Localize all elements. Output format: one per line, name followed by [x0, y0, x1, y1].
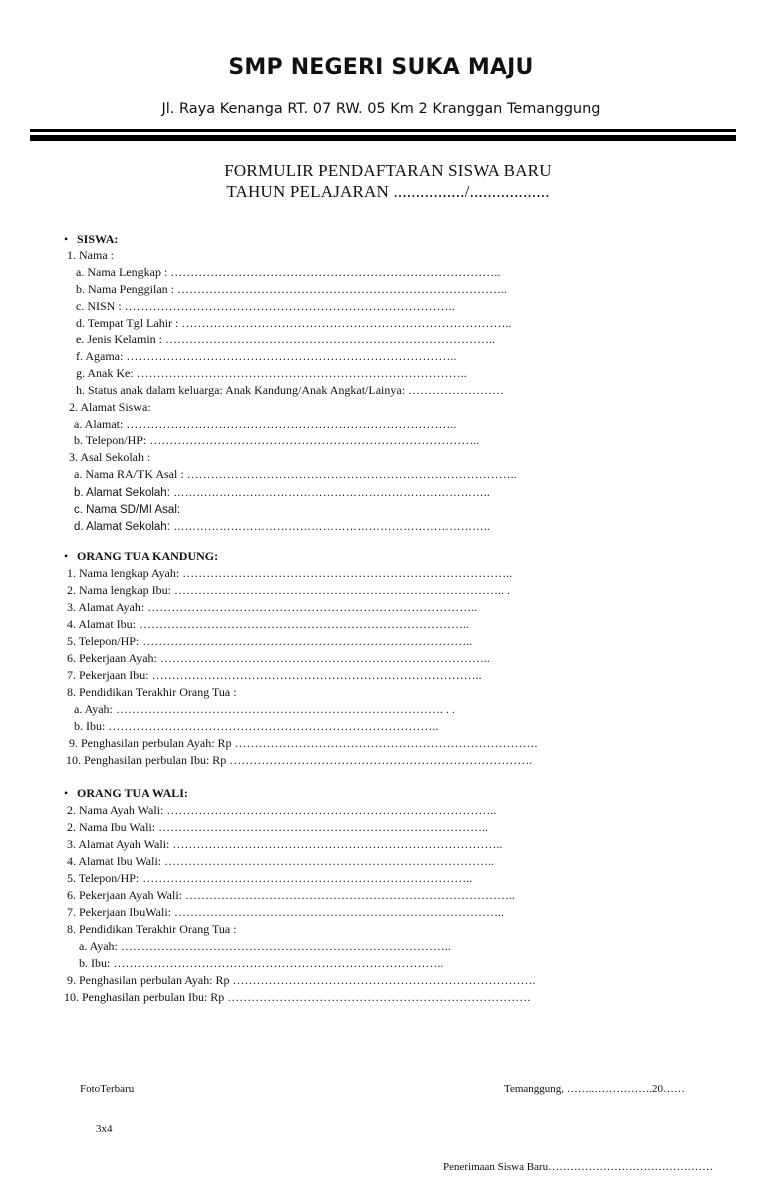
section-heading-orang-tua-kandung: • ORANG TUA KANDUNG: [64, 549, 219, 563]
form-field-line: 8. Pendidikan Terakhir Orang Tua : [67, 922, 237, 936]
form-field-line: 4. Alamat Ibu: ……………………………………………………………………….. [67, 617, 469, 631]
form-field-line: d. Alamat Sekolah: ……………………………………………………………………….. [74, 521, 490, 533]
form-field-line: 9. Penghasilan perbulan Ayah: Rp …………………………………………………………………. [69, 736, 538, 750]
form-field-line: 7. Pekerjaan Ibu: ……………………………………………………………………….. [67, 668, 482, 682]
receiver-signature-line: Penerimaan Siswa Baru……………………………………… [443, 1161, 714, 1173]
form-field-line: 10. Penghasilan perbulan Ibu: Rp …………………………………………………………………. [66, 753, 533, 767]
form-field-line: c. NISN : ……………………………………………………………………….. [76, 299, 455, 313]
form-field-line: a. Ayah: ………………………………………………………………………. . . [74, 702, 455, 716]
form-field-line: 5. Telepon/HP: ……………………………………………………………………….. [67, 634, 473, 648]
form-field-line: a. Nama Lengkap : ……………………………………………………………………….. [76, 265, 501, 279]
form-field-line: a. Alamat: ……………………………………………………………………….. [74, 417, 457, 431]
form-field-line: c. Nama SD/MI Asal: [74, 504, 181, 516]
form-field-line: 3. Alamat Ayah: ……………………………………………………………………….. [67, 600, 478, 614]
form-field-line: 9. Penghasilan perbulan Ayah: Rp …………………………………………………………………. [67, 973, 536, 987]
form-field-line: b. Alamat Sekolah: ……………………………………………………………………….. [74, 487, 490, 499]
form-field-line: a. Nama RA/TK Asal : ……………………………………………………………………….. [74, 467, 517, 481]
form-field-line: 2. Nama Ibu Wali: ……………………………………………………………………….. [67, 820, 489, 834]
form-field-line: 2. Alamat Siswa: [69, 400, 151, 414]
form-field-line: 4. Alamat Ibu Wali: ……………………………………………………………………….. [67, 854, 495, 868]
form-field-line: 8. Pendidikan Terakhir Orang Tua : [67, 685, 237, 699]
bullet-icon: • [64, 786, 69, 800]
form-field-line: f. Agama: ……………………………………………………………………….. [76, 349, 457, 363]
form-field-line: 6. Pekerjaan Ayah: ……………………………………………………………………….. [67, 651, 490, 665]
form-title-line-1: FORMULIR PENDAFTARAN SISWA BARU [224, 161, 552, 180]
place-date: Temanggung, ……..…………….20…… [504, 1083, 686, 1095]
form-field-line: 1. Nama lengkap Ayah: ……………………………………………………………………….. [67, 566, 513, 580]
form-field-line: g. Anak Ke: ……………………………………………………………………….. [76, 366, 467, 380]
form-field-line: 2. Nama lengkap Ibu: ……………………………………………………………………….. . [67, 583, 510, 597]
school-address: Jl. Raya Kenanga RT. 07 RW. 05 Km 2 Kranggan Temanggung [161, 101, 601, 117]
form-field-line: a. Ayah: ……………………………………………………………………….. [79, 939, 451, 953]
form-title [0, 160, 762, 202]
form-field-line: b. Telepon/HP: ……………………………………………………………………….. [74, 433, 480, 447]
form-title-line-2: TAHUN PELAJARAN ................/.................. [226, 182, 550, 201]
form-field-line: 6. Pekerjaan Ayah Wali: ……………………………………………………………………….. [67, 888, 516, 902]
form-field-line: 7. Pekerjaan IbuWali: ……………………………………………………………………….. [67, 905, 504, 919]
form-field-line: b. Ibu: ……………………………………………………………………….. [74, 719, 439, 733]
form-field-line: e. Jenis Kelamin : ……………………………………………………………………….. [76, 332, 495, 346]
photo-size: 3x4 [96, 1123, 113, 1135]
form-field-line: h. Status anak dalam keluarga: Anak Kandung/Anak Angkat/Lainya: …………………… [76, 383, 505, 397]
form-field-line: 10. Penghasilan perbulan Ibu: Rp …………………………………………………………………. [64, 990, 531, 1004]
section-heading-siswa: • SISWA: [64, 232, 119, 246]
form-field-line: 1. Nama : [67, 248, 114, 262]
form-field-line: b. Nama Penggilan : ……………………………………………………………………….. [76, 282, 507, 296]
form-field-line: b. Ibu: ……………………………………………………………………….. [79, 956, 444, 970]
section-heading-orang-tua-wali: • ORANG TUA WALI: [64, 786, 188, 800]
bullet-icon: • [64, 549, 69, 563]
form-field-line: 3. Alamat Ayah Wali: ……………………………………………………………………….. [67, 837, 503, 851]
form-field-line: 5. Telepon/HP: ……………………………………………………………………….. [67, 871, 473, 885]
form-field-line: 2. Nama Ayah Wali: ……………………………………………………………………….. [67, 803, 497, 817]
photo-label: FotoTerbaru [80, 1083, 135, 1095]
header-divider-thin [30, 129, 736, 132]
school-name: SMP NEGERI SUKA MAJU [228, 55, 534, 80]
header-divider-thick [30, 135, 736, 141]
form-field-line: d. Tempat Tgl Lahir : ……………………………………………………………………….. [76, 316, 512, 330]
bullet-icon: • [64, 232, 69, 246]
form-field-line: 3. Asal Sekolah : [69, 450, 151, 464]
